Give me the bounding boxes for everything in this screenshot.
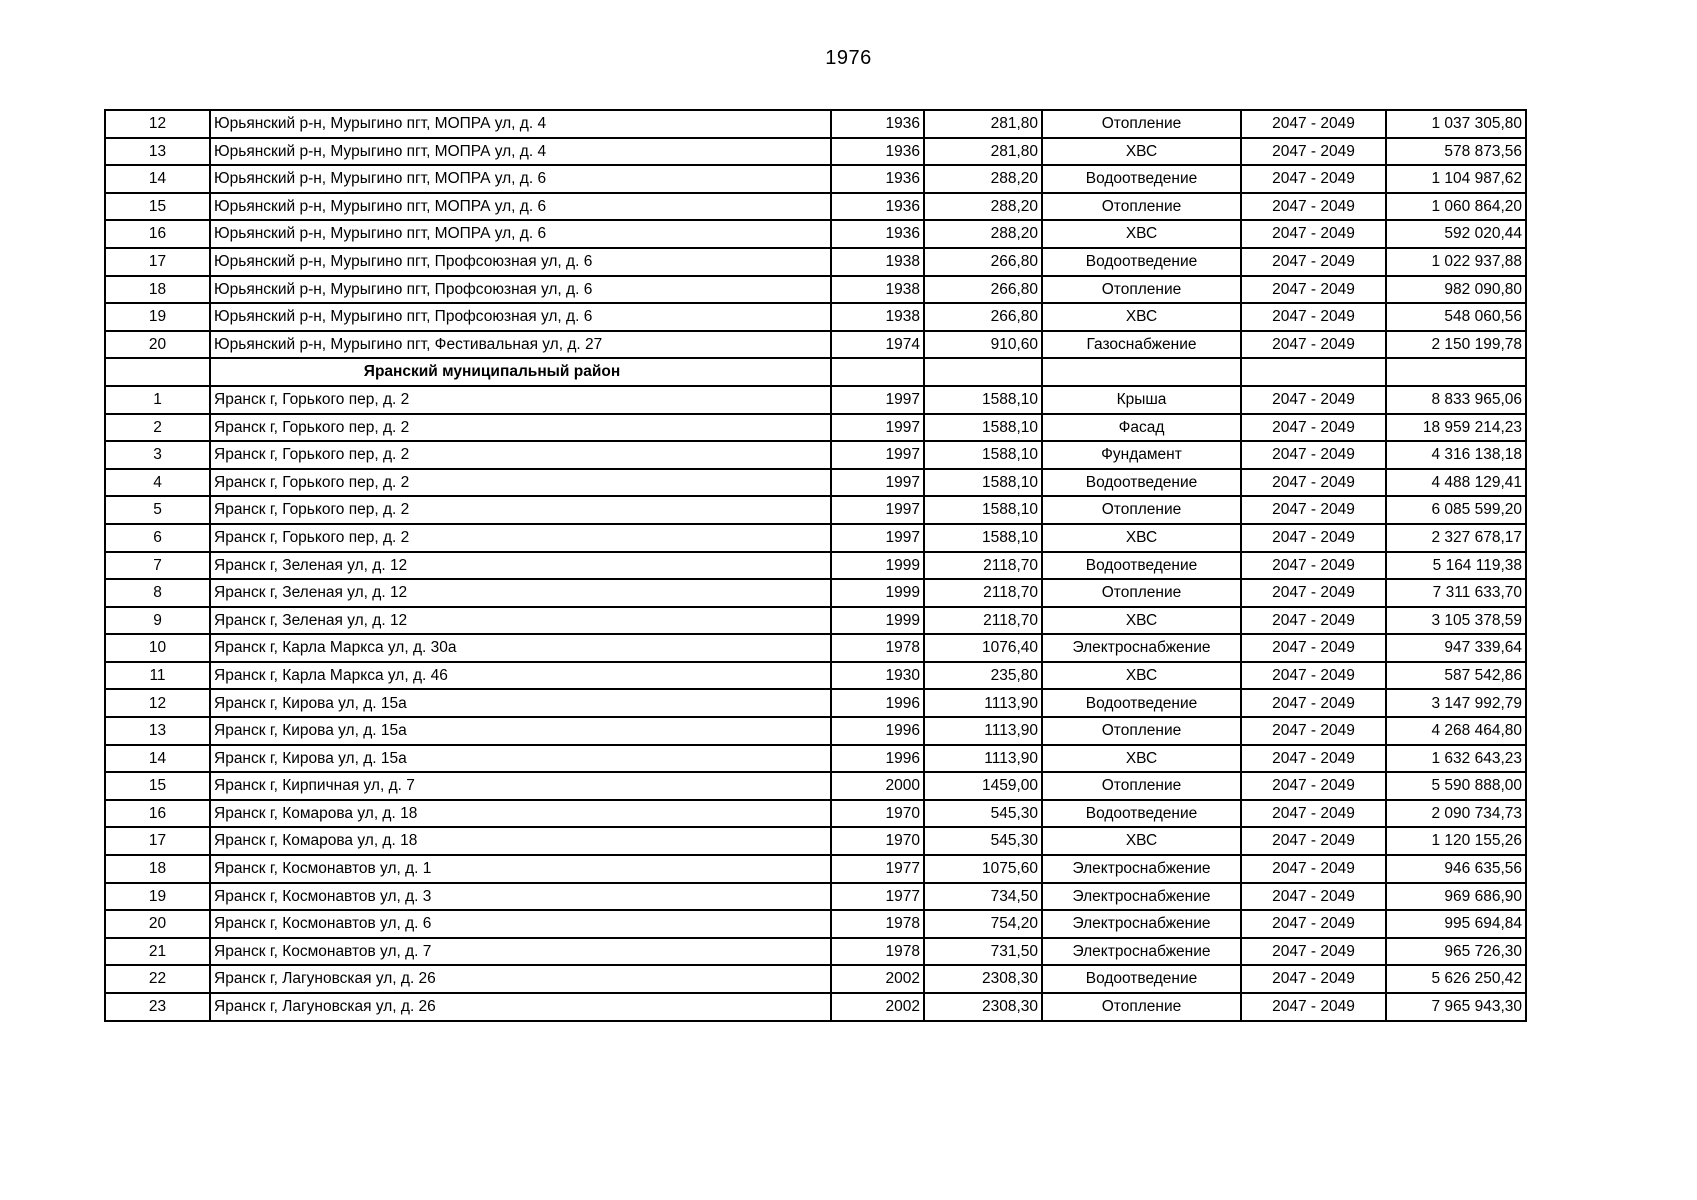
- work-type-cell: [1042, 358, 1241, 386]
- address-cell: Яранск г, Космонавтов ул, д. 1: [210, 855, 831, 883]
- period-cell: 2047 - 2049: [1241, 220, 1386, 248]
- period-cell: 2047 - 2049: [1241, 689, 1386, 717]
- period-cell: 2047 - 2049: [1241, 193, 1386, 221]
- work-type-cell: Электроснабжение: [1042, 855, 1241, 883]
- address-cell: Яранск г, Лагуновская ул, д. 26: [210, 965, 831, 993]
- work-type-cell: Крыша: [1042, 386, 1241, 414]
- area-cell: 545,30: [924, 827, 1042, 855]
- period-cell: 2047 - 2049: [1241, 414, 1386, 442]
- period-cell: 2047 - 2049: [1241, 910, 1386, 938]
- address-cell: Юрьянский р-н, Мурыгино пгт, МОПРА ул, д. 6: [210, 165, 831, 193]
- work-type-cell: Водоотведение: [1042, 689, 1241, 717]
- cost-cell: 7 965 943,30: [1386, 993, 1526, 1021]
- table-row: [105, 165, 1526, 193]
- row-number-cell: 10: [105, 634, 210, 662]
- build-year-cell: 1936: [831, 138, 924, 166]
- row-number-cell: 13: [105, 717, 210, 745]
- table-row: [105, 276, 1526, 304]
- row-number-cell: 20: [105, 910, 210, 938]
- table-row: [105, 110, 1526, 138]
- work-type-cell: Отопление: [1042, 772, 1241, 800]
- period-cell: 2047 - 2049: [1241, 800, 1386, 828]
- table-row: [105, 220, 1526, 248]
- cost-cell: 1 104 987,62: [1386, 165, 1526, 193]
- area-cell: 1113,90: [924, 745, 1042, 773]
- table-row: [105, 965, 1526, 993]
- period-cell: 2047 - 2049: [1241, 579, 1386, 607]
- build-year-cell: 1936: [831, 193, 924, 221]
- table-row: [105, 689, 1526, 717]
- build-year-cell: 2002: [831, 965, 924, 993]
- build-year-cell: 1978: [831, 910, 924, 938]
- address-cell: Яранск г, Горького пер, д. 2: [210, 414, 831, 442]
- build-year-cell: 1997: [831, 469, 924, 497]
- build-year-cell: 1997: [831, 524, 924, 552]
- row-number-cell: 12: [105, 110, 210, 138]
- work-type-cell: Водоотведение: [1042, 165, 1241, 193]
- area-cell: 281,80: [924, 110, 1042, 138]
- cost-cell: 947 339,64: [1386, 634, 1526, 662]
- address-cell: Яранск г, Лагуновская ул, д. 26: [210, 993, 831, 1021]
- work-type-cell: Отопление: [1042, 110, 1241, 138]
- cost-cell: 587 542,86: [1386, 662, 1526, 690]
- period-cell: 2047 - 2049: [1241, 965, 1386, 993]
- cost-cell: 1 022 937,88: [1386, 248, 1526, 276]
- build-year-cell: 1970: [831, 827, 924, 855]
- cost-cell: 969 686,90: [1386, 883, 1526, 911]
- table-row: [105, 883, 1526, 911]
- cost-cell: 548 060,56: [1386, 303, 1526, 331]
- work-type-cell: ХВС: [1042, 303, 1241, 331]
- page-number: 1976: [825, 47, 872, 69]
- cost-cell: 4 268 464,80: [1386, 717, 1526, 745]
- table-row: [105, 386, 1526, 414]
- address-cell: Юрьянский р-н, Мурыгино пгт, Профсоюзная ул, д. 6: [210, 276, 831, 304]
- build-year-cell: 1996: [831, 745, 924, 773]
- build-year-cell: 1999: [831, 607, 924, 635]
- table-row: [105, 772, 1526, 800]
- build-year-cell: 1936: [831, 165, 924, 193]
- row-number-cell: 18: [105, 276, 210, 304]
- area-cell: 281,80: [924, 138, 1042, 166]
- cost-cell: 6 085 599,20: [1386, 496, 1526, 524]
- address-cell: Яранск г, Космонавтов ул, д. 3: [210, 883, 831, 911]
- address-cell: Юрьянский р-н, Мурыгино пгт, МОПРА ул, д. 4: [210, 110, 831, 138]
- build-year-cell: 1996: [831, 717, 924, 745]
- build-year-cell: 1936: [831, 110, 924, 138]
- work-type-cell: ХВС: [1042, 662, 1241, 690]
- row-number-cell: 14: [105, 745, 210, 773]
- build-year-cell: 1996: [831, 689, 924, 717]
- period-cell: 2047 - 2049: [1241, 303, 1386, 331]
- cost-cell: 1 037 305,80: [1386, 110, 1526, 138]
- build-year-cell: 1970: [831, 800, 924, 828]
- address-cell: Юрьянский р-н, Мурыгино пгт, МОПРА ул, д. 4: [210, 138, 831, 166]
- table-row: [105, 634, 1526, 662]
- work-type-cell: ХВС: [1042, 220, 1241, 248]
- address-cell: Яранск г, Горького пер, д. 2: [210, 524, 831, 552]
- row-number-cell: 18: [105, 855, 210, 883]
- row-number-cell: 6: [105, 524, 210, 552]
- period-cell: 2047 - 2049: [1241, 441, 1386, 469]
- area-cell: 1588,10: [924, 441, 1042, 469]
- row-number-cell: [105, 358, 210, 386]
- table-row: [105, 441, 1526, 469]
- cost-cell: 5 164 119,38: [1386, 552, 1526, 580]
- row-number-cell: 21: [105, 938, 210, 966]
- build-year-cell: 1978: [831, 938, 924, 966]
- address-cell: Яранск г, Горького пер, д. 2: [210, 496, 831, 524]
- area-cell: 1113,90: [924, 717, 1042, 745]
- address-cell: Яранск г, Комарова ул, д. 18: [210, 800, 831, 828]
- row-number-cell: 13: [105, 138, 210, 166]
- build-year-cell: 1974: [831, 331, 924, 359]
- build-year-cell: 1977: [831, 883, 924, 911]
- address-cell: Юрьянский р-н, Мурыгино пгт, Профсоюзная ул, д. 6: [210, 248, 831, 276]
- work-type-cell: ХВС: [1042, 827, 1241, 855]
- address-cell: Яранск г, Карла Маркса ул, д. 46: [210, 662, 831, 690]
- period-cell: 2047 - 2049: [1241, 524, 1386, 552]
- cost-cell: 5 626 250,42: [1386, 965, 1526, 993]
- cost-cell: 18 959 214,23: [1386, 414, 1526, 442]
- row-number-cell: 23: [105, 993, 210, 1021]
- period-cell: 2047 - 2049: [1241, 855, 1386, 883]
- period-cell: 2047 - 2049: [1241, 386, 1386, 414]
- area-cell: 235,80: [924, 662, 1042, 690]
- build-year-cell: 1977: [831, 855, 924, 883]
- row-number-cell: 20: [105, 331, 210, 359]
- area-cell: [924, 358, 1042, 386]
- address-cell: Яранск г, Горького пер, д. 2: [210, 441, 831, 469]
- build-year-cell: 1997: [831, 441, 924, 469]
- work-type-cell: Отопление: [1042, 193, 1241, 221]
- row-number-cell: 8: [105, 579, 210, 607]
- cost-cell: 3 147 992,79: [1386, 689, 1526, 717]
- build-year-cell: 2002: [831, 993, 924, 1021]
- cost-cell: 7 311 633,70: [1386, 579, 1526, 607]
- address-cell: Яранск г, Космонавтов ул, д. 6: [210, 910, 831, 938]
- table-row: [105, 193, 1526, 221]
- cost-cell: 995 694,84: [1386, 910, 1526, 938]
- area-cell: 266,80: [924, 248, 1042, 276]
- build-year-cell: 1930: [831, 662, 924, 690]
- address-cell: Яранск г, Космонавтов ул, д. 7: [210, 938, 831, 966]
- table-row: [105, 910, 1526, 938]
- address-cell: Яранск г, Зеленая ул, д. 12: [210, 579, 831, 607]
- work-type-cell: Отопление: [1042, 717, 1241, 745]
- address-cell: Яранск г, Зеленая ул, д. 12: [210, 607, 831, 635]
- period-cell: 2047 - 2049: [1241, 110, 1386, 138]
- period-cell: 2047 - 2049: [1241, 469, 1386, 497]
- row-number-cell: 11: [105, 662, 210, 690]
- build-year-cell: 1997: [831, 414, 924, 442]
- section-header-row: [105, 358, 1526, 386]
- work-type-cell: Фундамент: [1042, 441, 1241, 469]
- work-type-cell: Отопление: [1042, 276, 1241, 304]
- area-cell: 2118,70: [924, 552, 1042, 580]
- period-cell: 2047 - 2049: [1241, 745, 1386, 773]
- work-type-cell: ХВС: [1042, 138, 1241, 166]
- table-row: [105, 662, 1526, 690]
- table-row: [105, 579, 1526, 607]
- cost-cell: 2 090 734,73: [1386, 800, 1526, 828]
- section-title: Яранский муниципальный район: [210, 358, 831, 386]
- address-cell: Юрьянский р-н, Мурыгино пгт, Фестивальная ул, д. 27: [210, 331, 831, 359]
- area-cell: 1076,40: [924, 634, 1042, 662]
- row-number-cell: 15: [105, 772, 210, 800]
- address-cell: Яранск г, Кирова ул, д. 15а: [210, 745, 831, 773]
- cost-cell: 2 150 199,78: [1386, 331, 1526, 359]
- area-cell: 545,30: [924, 800, 1042, 828]
- area-cell: 1588,10: [924, 496, 1042, 524]
- table-row: [105, 138, 1526, 166]
- cost-cell: 8 833 965,06: [1386, 386, 1526, 414]
- table-row: [105, 414, 1526, 442]
- cost-cell: 946 635,56: [1386, 855, 1526, 883]
- build-year-cell: 1978: [831, 634, 924, 662]
- build-year-cell: 2000: [831, 772, 924, 800]
- address-cell: Яранск г, Горького пер, д. 2: [210, 386, 831, 414]
- row-number-cell: 19: [105, 883, 210, 911]
- row-number-cell: 17: [105, 827, 210, 855]
- area-cell: 266,80: [924, 303, 1042, 331]
- work-type-cell: Электроснабжение: [1042, 938, 1241, 966]
- build-year-cell: 1999: [831, 552, 924, 580]
- area-cell: 288,20: [924, 165, 1042, 193]
- area-cell: 910,60: [924, 331, 1042, 359]
- period-cell: 2047 - 2049: [1241, 883, 1386, 911]
- area-cell: 2308,30: [924, 965, 1042, 993]
- address-cell: Яранск г, Горького пер, д. 2: [210, 469, 831, 497]
- cost-cell: 592 020,44: [1386, 220, 1526, 248]
- area-cell: 2118,70: [924, 607, 1042, 635]
- row-number-cell: 14: [105, 165, 210, 193]
- address-cell: Яранск г, Зеленая ул, д. 12: [210, 552, 831, 580]
- row-number-cell: 3: [105, 441, 210, 469]
- work-type-cell: Отопление: [1042, 993, 1241, 1021]
- cost-cell: 1 120 155,26: [1386, 827, 1526, 855]
- table-row: [105, 331, 1526, 359]
- work-type-cell: ХВС: [1042, 745, 1241, 773]
- work-type-cell: Водоотведение: [1042, 800, 1241, 828]
- work-type-cell: Водоотведение: [1042, 552, 1241, 580]
- row-number-cell: 16: [105, 220, 210, 248]
- table-row: [105, 745, 1526, 773]
- table-row: [105, 496, 1526, 524]
- period-cell: 2047 - 2049: [1241, 496, 1386, 524]
- address-cell: Яранск г, Комарова ул, д. 18: [210, 827, 831, 855]
- table-row: [105, 524, 1526, 552]
- period-cell: 2047 - 2049: [1241, 827, 1386, 855]
- period-cell: 2047 - 2049: [1241, 138, 1386, 166]
- area-cell: 1459,00: [924, 772, 1042, 800]
- work-type-cell: Водоотведение: [1042, 965, 1241, 993]
- cost-cell: 4 488 129,41: [1386, 469, 1526, 497]
- period-cell: 2047 - 2049: [1241, 662, 1386, 690]
- work-type-cell: Газоснабжение: [1042, 331, 1241, 359]
- period-cell: [1241, 358, 1386, 386]
- row-number-cell: 16: [105, 800, 210, 828]
- cost-cell: 5 590 888,00: [1386, 772, 1526, 800]
- address-cell: Яранск г, Кирова ул, д. 15а: [210, 689, 831, 717]
- work-type-cell: Водоотведение: [1042, 469, 1241, 497]
- area-cell: 1588,10: [924, 524, 1042, 552]
- table-row: [105, 248, 1526, 276]
- work-type-cell: Электроснабжение: [1042, 634, 1241, 662]
- address-cell: Юрьянский р-н, Мурыгино пгт, МОПРА ул, д. 6: [210, 220, 831, 248]
- cost-cell: 3 105 378,59: [1386, 607, 1526, 635]
- area-cell: 1588,10: [924, 469, 1042, 497]
- address-cell: Юрьянский р-н, Мурыгино пгт, Профсоюзная ул, д. 6: [210, 303, 831, 331]
- build-year-cell: 1938: [831, 276, 924, 304]
- row-number-cell: 22: [105, 965, 210, 993]
- table-row: [105, 469, 1526, 497]
- build-year-cell: 1936: [831, 220, 924, 248]
- period-cell: 2047 - 2049: [1241, 552, 1386, 580]
- period-cell: 2047 - 2049: [1241, 938, 1386, 966]
- build-year-cell: 1938: [831, 303, 924, 331]
- area-cell: 2308,30: [924, 993, 1042, 1021]
- row-number-cell: 5: [105, 496, 210, 524]
- address-cell: Яранск г, Карла Маркса ул, д. 30а: [210, 634, 831, 662]
- period-cell: 2047 - 2049: [1241, 276, 1386, 304]
- cost-cell: 982 090,80: [1386, 276, 1526, 304]
- cost-cell: [1386, 358, 1526, 386]
- build-year-cell: 1997: [831, 496, 924, 524]
- row-number-cell: 9: [105, 607, 210, 635]
- address-cell: Яранск г, Кирпичная ул, д. 7: [210, 772, 831, 800]
- area-cell: 754,20: [924, 910, 1042, 938]
- work-type-cell: ХВС: [1042, 607, 1241, 635]
- cost-cell: 2 327 678,17: [1386, 524, 1526, 552]
- work-type-cell: Отопление: [1042, 496, 1241, 524]
- row-number-cell: 2: [105, 414, 210, 442]
- row-number-cell: 17: [105, 248, 210, 276]
- row-number-cell: 7: [105, 552, 210, 580]
- work-type-cell: Электроснабжение: [1042, 910, 1241, 938]
- table-row: [105, 717, 1526, 745]
- table-row: [105, 552, 1526, 580]
- area-cell: 1588,10: [924, 386, 1042, 414]
- cost-cell: 578 873,56: [1386, 138, 1526, 166]
- period-cell: 2047 - 2049: [1241, 248, 1386, 276]
- area-cell: 2118,70: [924, 579, 1042, 607]
- area-cell: 1588,10: [924, 414, 1042, 442]
- area-cell: 288,20: [924, 220, 1042, 248]
- build-year-cell: [831, 358, 924, 386]
- table-row: [105, 303, 1526, 331]
- area-cell: 731,50: [924, 938, 1042, 966]
- cost-cell: 1 060 864,20: [1386, 193, 1526, 221]
- work-type-cell: Водоотведение: [1042, 248, 1241, 276]
- period-cell: 2047 - 2049: [1241, 634, 1386, 662]
- period-cell: 2047 - 2049: [1241, 607, 1386, 635]
- cost-cell: 4 316 138,18: [1386, 441, 1526, 469]
- cost-cell: 965 726,30: [1386, 938, 1526, 966]
- table-body: [105, 110, 1526, 1021]
- table-row: [105, 607, 1526, 635]
- work-type-cell: ХВС: [1042, 524, 1241, 552]
- area-cell: 288,20: [924, 193, 1042, 221]
- row-number-cell: 12: [105, 689, 210, 717]
- period-cell: 2047 - 2049: [1241, 165, 1386, 193]
- work-type-cell: Электроснабжение: [1042, 883, 1241, 911]
- table-row: [105, 993, 1526, 1021]
- row-number-cell: 19: [105, 303, 210, 331]
- area-cell: 1075,60: [924, 855, 1042, 883]
- period-cell: 2047 - 2049: [1241, 717, 1386, 745]
- build-year-cell: 1938: [831, 248, 924, 276]
- cost-cell: 1 632 643,23: [1386, 745, 1526, 773]
- table-row: [105, 827, 1526, 855]
- period-cell: 2047 - 2049: [1241, 772, 1386, 800]
- repair-schedule-table: [104, 109, 1527, 1022]
- build-year-cell: 1997: [831, 386, 924, 414]
- build-year-cell: 1999: [831, 579, 924, 607]
- address-cell: Яранск г, Кирова ул, д. 15а: [210, 717, 831, 745]
- area-cell: 734,50: [924, 883, 1042, 911]
- address-cell: Юрьянский р-н, Мурыгино пгт, МОПРА ул, д. 6: [210, 193, 831, 221]
- area-cell: 1113,90: [924, 689, 1042, 717]
- table-row: [105, 938, 1526, 966]
- table-row: [105, 855, 1526, 883]
- work-type-cell: Отопление: [1042, 579, 1241, 607]
- area-cell: 266,80: [924, 276, 1042, 304]
- row-number-cell: 15: [105, 193, 210, 221]
- table-row: [105, 800, 1526, 828]
- row-number-cell: 4: [105, 469, 210, 497]
- work-type-cell: Фасад: [1042, 414, 1241, 442]
- row-number-cell: 1: [105, 386, 210, 414]
- period-cell: 2047 - 2049: [1241, 331, 1386, 359]
- period-cell: 2047 - 2049: [1241, 993, 1386, 1021]
